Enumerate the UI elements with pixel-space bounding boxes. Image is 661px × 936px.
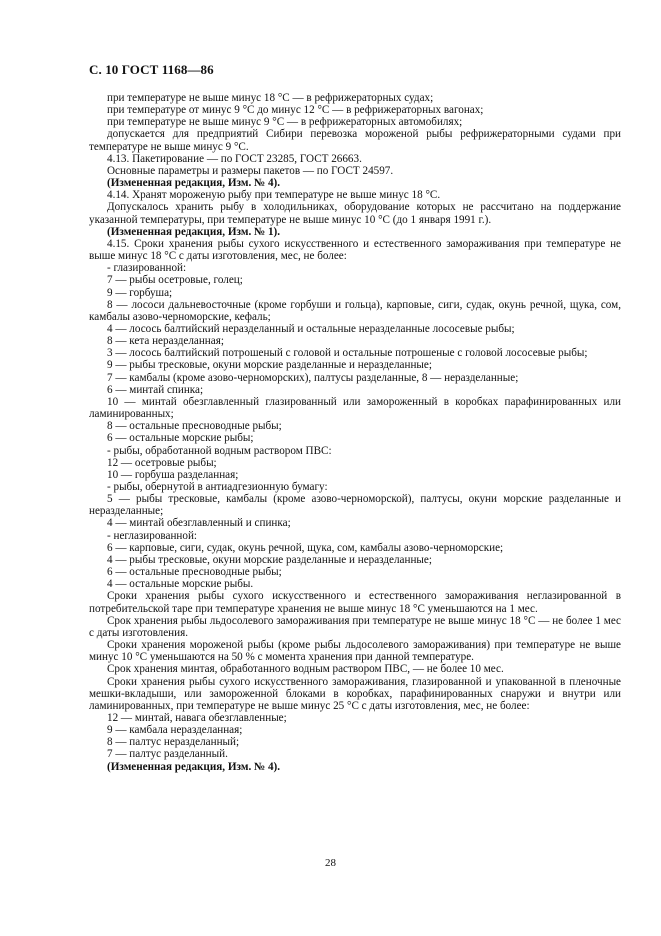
paragraph-storage-exception: Допускалось хранить рыбу в холодильниках, оборудование которых не рассчитано на поддержание указанной температуры, при температуре не выше минус 10 °С (до 1 января 1991 г.). (89, 201, 621, 226)
list-heading: - рыбы, обернутой в антиадгезионную бумагу: (107, 481, 328, 493)
page-number: 28 (325, 857, 336, 869)
paragraph-minus-25: Сроки хранения рыбы сухого искусственного замораживания, глазированной и упакованной в пленочные мешки-вкладыши, или замороженной блоками в коробках, парафинированных снаружи и внутри или ламинированных, при температуре не выше минус 25 °С с даты изготовления, мес, не более: (89, 675, 621, 712)
list-item: 4 — остальные морские рыбы. (107, 578, 254, 591)
paragraph-transport-cars: при температуре не выше минус 9 °С — в рефрижераторных автомобилях; (107, 116, 463, 129)
paragraph-minus-10: Сроки хранения мороженой рыбы (кроме рыбы льдосолевого замораживания) при температуре не выше минус 10 °С уменьшаются на 50 % с момента хранения при данной температуре. (89, 639, 621, 664)
list-heading: - неглазированной: (107, 529, 198, 542)
list-item: 10 — минтай обезглавленный глазированный или замороженный в коробках парафинированных или ламинированных; (89, 395, 621, 421)
list-item: 8 — лососи дальневосточные (кроме горбуши и гольца), карповые, сиги, судак, окунь речной, щука, сом, камбалы азово-черноморские, кефаль; (89, 298, 621, 323)
list-heading: - рыбы, обработанной водным раствором ПВС: (107, 444, 332, 457)
list-item: 6 — остальные морские рыбы; (107, 432, 254, 445)
list-item: 7 — рыбы осетровые, голец; (107, 274, 243, 287)
list-item: 8 — остальные пресноводные рыбы; (107, 420, 282, 433)
amendment-note: (Измененная редакция, Изм. № 4). (107, 760, 281, 773)
paragraph-transport-ships: при температуре не выше минус 18 °С — в рефрижераторных судах; (107, 92, 434, 104)
list-item: 9 — горбуша; (107, 286, 173, 299)
paragraph-pollock-pvs: Срок хранения минтая, обработанного водным раствором ПВС, — не более 10 мес. (107, 663, 504, 676)
list-item: 4 — рыбы тресковые, окуни морские разделанные и неразделанные; (107, 553, 432, 566)
paragraph-4-13: 4.13. Пакетирование — по ГОСТ 23285, ГОСТ 26663. (107, 152, 362, 165)
list-item: 12 — осетровые рыбы; (107, 456, 217, 469)
list-item: 10 — горбуша разделанная; (107, 468, 239, 481)
paragraph-siberia: допускается для предприятий Сибири перевозка мороженой рыбы рефрижераторными судами при температуре не выше минус 9 °С. (89, 128, 621, 153)
list-item: 12 — минтай, навага обезглавленные; (107, 711, 287, 724)
list-heading: - глазированной: (107, 262, 187, 275)
paragraph-4-15: 4.15. Сроки хранения рыбы сухого искусственного и естественного замораживания при температуре не выше минус 18 °С с даты изготовления, мес, не более: (89, 237, 621, 263)
list-item: 9 — рыбы тресковые, окуни морские разделанные и неразделанные; (107, 359, 432, 372)
list-item: 5 — рыбы тресковые, камбалы (кроме азово-черноморской), палтусы, окуни морские разделанные и неразделанные; (89, 493, 621, 518)
paragraph-ice-salt: Срок хранения рыбы льдосолевого замораживания при температуре не выше минус 18 °С — не более 1 мес с даты изготовления. (89, 614, 621, 639)
amendment-note: (Измененная редакция, Изм. № 1). (107, 225, 281, 238)
list-item: 7 — палтус разделанный. (107, 748, 228, 761)
paragraph-transport-wagons: при температуре от минус 9 °С до минус 12 °С — в рефрижераторных вагонах; (107, 104, 484, 117)
list-item: 6 — минтай спинка; (107, 383, 204, 396)
list-item: 8 — кета неразделанная; (107, 335, 224, 348)
paragraph-4-14: 4.14. Хранят мороженую рыбу при температуре не выше минус 18 °С. (107, 189, 441, 202)
list-item: 4 — минтай обезглавленный и спинка; (107, 517, 291, 530)
list-item: 9 — камбала неразделанная; (107, 724, 243, 737)
page-header: С. 10 ГОСТ 1168—86 (89, 62, 214, 77)
list-item: 6 — карповые, сиги, судак, окунь речной, щука, сом, камбалы азово-черноморские; (107, 541, 504, 554)
list-item: 4 — лосось балтийский неразделанный и остальные неразделанные лососевые рыбы; (107, 322, 515, 335)
list-item: 7 — камбалы (кроме азово-черноморских), палтусы разделанные, 8 — неразделанные; (107, 371, 519, 384)
list-item: 6 — остальные пресноводные рыбы; (107, 566, 282, 579)
paragraph-package-params: Основные параметры и размеры пакетов — по ГОСТ 24597. (107, 164, 394, 177)
amendment-note: (Измененная редакция, Изм. № 4). (107, 177, 281, 190)
list-item: 3 — лосось балтийский потрошеный с головой и остальные потрошеные с головой лососевые рыбы; (107, 347, 588, 360)
list-item: 8 — палтус неразделанный; (107, 736, 240, 749)
paragraph-consumer-package: Сроки хранения рыбы сухого искусственного и естественного замораживания неглазированной в потребительской таре при температуре хранения не выше минус 18 °С уменьшаются на 1 мес. (89, 590, 621, 615)
document-body (89, 92, 621, 773)
